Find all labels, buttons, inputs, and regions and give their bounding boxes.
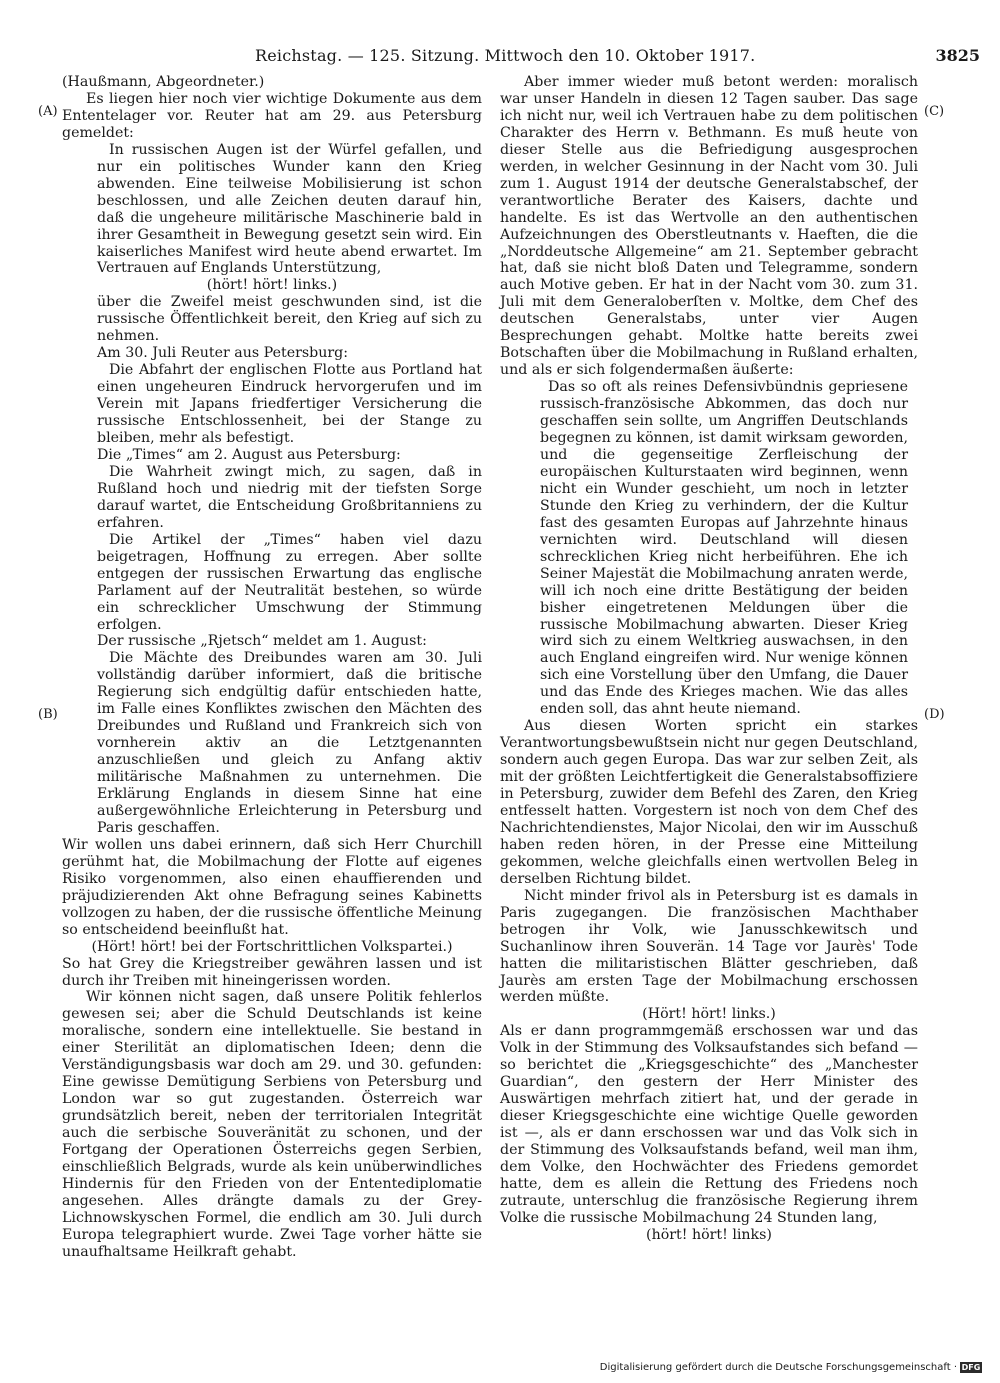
margin-label-c: (C) <box>924 104 945 119</box>
quote-paragraph: Die Artikel der „Times“ haben viel dazu beigetragen, Hoffnung zu erregen. Aber sollte entgegen der russischen Erwartung das englische Parlament auf der Neutralität bestehen, so würde ein schrecklicher Umschwung der Stimmung erfolgen. <box>97 531 482 633</box>
quote-paragraph: Die Abfahrt der englischen Flotte aus Portland hat einen ungeheuren Eindruck hervorgerufen und im Verein mit Japans friedfertiger Versicherung die russische Entschlossenheit, bei der Stange zu bleiben, mehr als befestigt. <box>97 362 482 447</box>
page-header <box>230 46 980 74</box>
interjection: (Hört! hört! bei der Fortschrittlichen Volkspartei.) <box>91 938 453 955</box>
left-column <box>62 74 482 1261</box>
interjection: (hört! hört! links.) <box>206 277 338 294</box>
quote-paragraph: Die Wahrheit zwingt mich, zu sagen, daß in Rußland hoch und niedrig mit der tiefsten Sorge darauf wartet, die Entscheidung Großbritanniens zu erfahren. <box>97 463 482 531</box>
footer-text: Digitalisierung gefördert durch die Deutsche Forschungsgemeinschaft · <box>599 1362 957 1373</box>
quote-intro: Die „Times“ am 2. August aus Petersburg: <box>97 446 401 463</box>
speaker-line: (Haußmann, Abgeordneter.) <box>62 74 265 90</box>
interjection: (hört! hört! links) <box>646 1226 772 1243</box>
margin-label-a: (A) <box>38 104 58 119</box>
paragraph: Wir können nicht sagen, daß unsere Politik fehlerlos gewesen sei; aber die Schuld Deutschlands ist keine moralische, sondern eine intellektuelle. Sie bestand in einer Sterilität an diplomatischen Ideen; denn die Verständigungsbasis war doch am 29. und 30. gefunden: Eine gewisse Demütigung Serbiens von Petersburg und London war so gut zugestanden. Österreich war grundsätzlich bereit, neben der territorialen Integrität auch die serbische Souveränität zu schonen, und der Fortgang der Operationen Österreichs gegen Serbien, einschließlich Belgrads, wurde als kein unüberwindliches Hindernis für den Frieden von der Ententediplomatie angesehen. Alles drängte damals zu der Grey-Lichnowskyschen Formel, die endlich am 30. Juli durch Europa telegraphiert wurde. Zwei Tage vorher hätte sie unaufhaltsame Heilkraft gehabt. <box>62 989 482 1260</box>
quote-paragraph: Die Mächte des Dreibundes waren am 30. Juli vollständig darüber informiert, daß die britische Regierung sich endgültig dafür entschieden hatte, im Falle eines Konfliktes zwischen den Mächten des Dreibundes und Rußland und Frankreich sich von vornherein aktiv an die Letztgenannten anzuschließen und gleich zu Anfang aktiv militärische Maßnahmen zu unternehmen. Die Erklärung Englands in diesem Sinne hat eine außergewöhnliche Erleichterung in Petersburg und Paris geschaffen. <box>97 650 482 836</box>
margin-label-b: (B) <box>38 707 58 722</box>
footer <box>600 1362 982 1373</box>
paragraph: Wir wollen uns dabei erinnern, daß sich Herr Churchill gerühmt hat, die Mobilmachung der Flotte auf eigenes Risiko vorgenommen, also einen ehauffierenden und präjudizierenden Akt ohne Befragung seines Kabinetts vollzogen zu haben, der die russische öffentliche Meinung so entscheidend beeinflußt hat. <box>62 836 482 938</box>
paragraph: Es liegen hier noch vier wichtige Dokumente aus dem Ententelager vor. Reuter hat am 29. aus Petersburg gemeldet: <box>62 90 482 141</box>
paragraph: So hat Grey die Kriegstreiber gewähren lassen und ist durch ihr Treiben mit hineingerissen worden. <box>62 955 482 989</box>
quote-paragraph: Das so oft als reines Defensivbündnis gepriesene russisch-französische Abkommen, das doch nur geschaffen sein sollte, um Angriffen Deutschlands begegnen zu können, ist damit wirksam geworden, und die gegenseitige Zerfleischung der europäischen Kulturstaaten wird beginnen, wenn nicht ein Wunder geschieht, um noch in letzter Stunde den Krieg zu verhindern, der die Kultur fast des gesamten Europas auf Jahrzehnte hinaus vernichten wird. Deutschland will diesen schrecklichen Krieg nicht herbeiführen. Ehe ich Seiner Majestät die Mobilmachung anraten werde, will ich noch eine dritte Bestätigung der beiden bisher eingetretenen Meldungen über die russische Mobilmachung abwarten. Dieser Krieg wird sich zu einem Weltkrieg auswachsen, in den auch England eingreifen wird. Nur wenige können sich eine Vorstellung über den Umfang, die Dauer und das Ende des Krieges machen. Wie das alles enden soll, das ahnt heute niemand. <box>540 379 908 718</box>
margin-label-d: (D) <box>924 707 945 722</box>
paragraph: Aus diesen Worten spricht ein starkes Verantwortungsbewußtsein nicht nur gegen Deutschland, sondern auch gegen Europa. Das war zur selben Zeit, als mit der größten Leichtfertigkeit die Generalstabsoffiziere in Petersburg, zuwider dem Befehl des Zaren, den Krieg entfesselt hatten. Vorgestern ist noch von dem Chef des Nachrichtendienstes, Major Nicolai, den wir im Ausschuß haben reden hören, in der Presse eine Mitteilung gekommen, welche gleichfalls einen wertvollen Beleg in derselben Richtung bildet. <box>500 718 918 887</box>
dfg-logo-icon: DFG <box>961 1363 981 1372</box>
paragraph: Als er dann programmgemäß erschossen war und das Volk in der Stimmung des Volksaufstandes sich befand — so berichtet die „Kriegsgeschichte“ des „Manchester Guardian“, den gestern der Herr Minister des Auswärtigen mehrfach zitiert hat, und der gerade in dieser Kriegsgeschichte eine wichtige Quelle geworden ist —, als er dann erschossen war und das Volk sich in der Stimmung des Volksaufstands befand, weil man ihm, dem Volke, den Hochwächter des Friedens gemordet hatte, dem es allein die Rettung des Friedens noch zutraute, unterschlug die französische Regierung ihrem Volke die russische Mobilmachung 24 Stunden lang, <box>500 1023 918 1226</box>
quote-paragraph: In russischen Augen ist der Würfel gefallen, und nur ein politisches Wunder kann den Krieg abwenden. Eine teilweise Mobilisierung ist schon beschlossen, und alle Zeichen deuten darauf hin, daß die ungeheure militärische Maschinerie bald in ihrer Gesamtheit in Bewegung gesetzt sein wird. Ein kaiserliches Manifest wird heute abend erwartet. Im Vertrauen auf Englands Unterstützung, <box>97 141 482 277</box>
paragraph: Nicht minder frivol als in Petersburg ist es damals in Paris zugegangen. Die französischen Machthaber betrogen ihr Volk, wie Janusschkewitsch und Suchanlinow ihren Souverän. 14 Tage vor Jaurès' Tode hatten die militaristischen Blätter geschrieben, daß Jaurès am ersten Tage der Mobilmachung erschossen werden müßte. <box>500 887 918 1006</box>
quote-paragraph: über die Zweifel meist geschwunden sind, ist die russische Öffentlichkeit bereit, den Krieg auf sich zu nehmen. <box>97 294 482 345</box>
interjection: (Hört! hört! links.) <box>642 1006 776 1023</box>
quote-intro: Am 30. Juli Reuter aus Petersburg: <box>97 345 349 362</box>
quote-intro: Der russische „Rjetsch“ meldet am 1. August: <box>97 633 427 650</box>
paragraph: Aber immer wieder muß betont werden: moralisch war unser Handeln in diesen 12 Tagen sauber. Das sage ich nicht nur, weil ich Vertrauen habe zu dem politischen Charakter des Herrn v. Bethmann. Es muß heute von dieser Stelle aus die Befriedigung ausgesprochen werden, in welcher Gesinnung in der Nacht vom 30. Juli zum 1. August 1914 der deutsche Generalstabschef, der verantwortliche Berater des Kaisers, dachte und handelte. Es ist das Wertvolle an den authentischen Aufzeichnungen des Oberstleutnants v. Haeften, die die „Norddeutsche Allgemeine“ am 21. September gebracht hat, daß sie nicht bloß Daten und Telegramme, sondern auch Motive geben. Er hat in der Nacht vom 30. zum 31. Juli mit dem Generaloberſten v. Moltke, dem Chef des deutschen Generalstabs, unter vier Augen Besprechungen gehabt. Moltke hatte bereits zwei Botschaften über die Mobilmachung in Rußland erhalten, und als er sich folgendermaßen äußerte: <box>500 74 918 379</box>
right-column <box>500 74 918 1244</box>
page-title: Reichstag. — 125. Sitzung. Mittwoch den 10. Oktober 1917. <box>255 46 756 65</box>
page-number: 3825 <box>935 46 980 65</box>
